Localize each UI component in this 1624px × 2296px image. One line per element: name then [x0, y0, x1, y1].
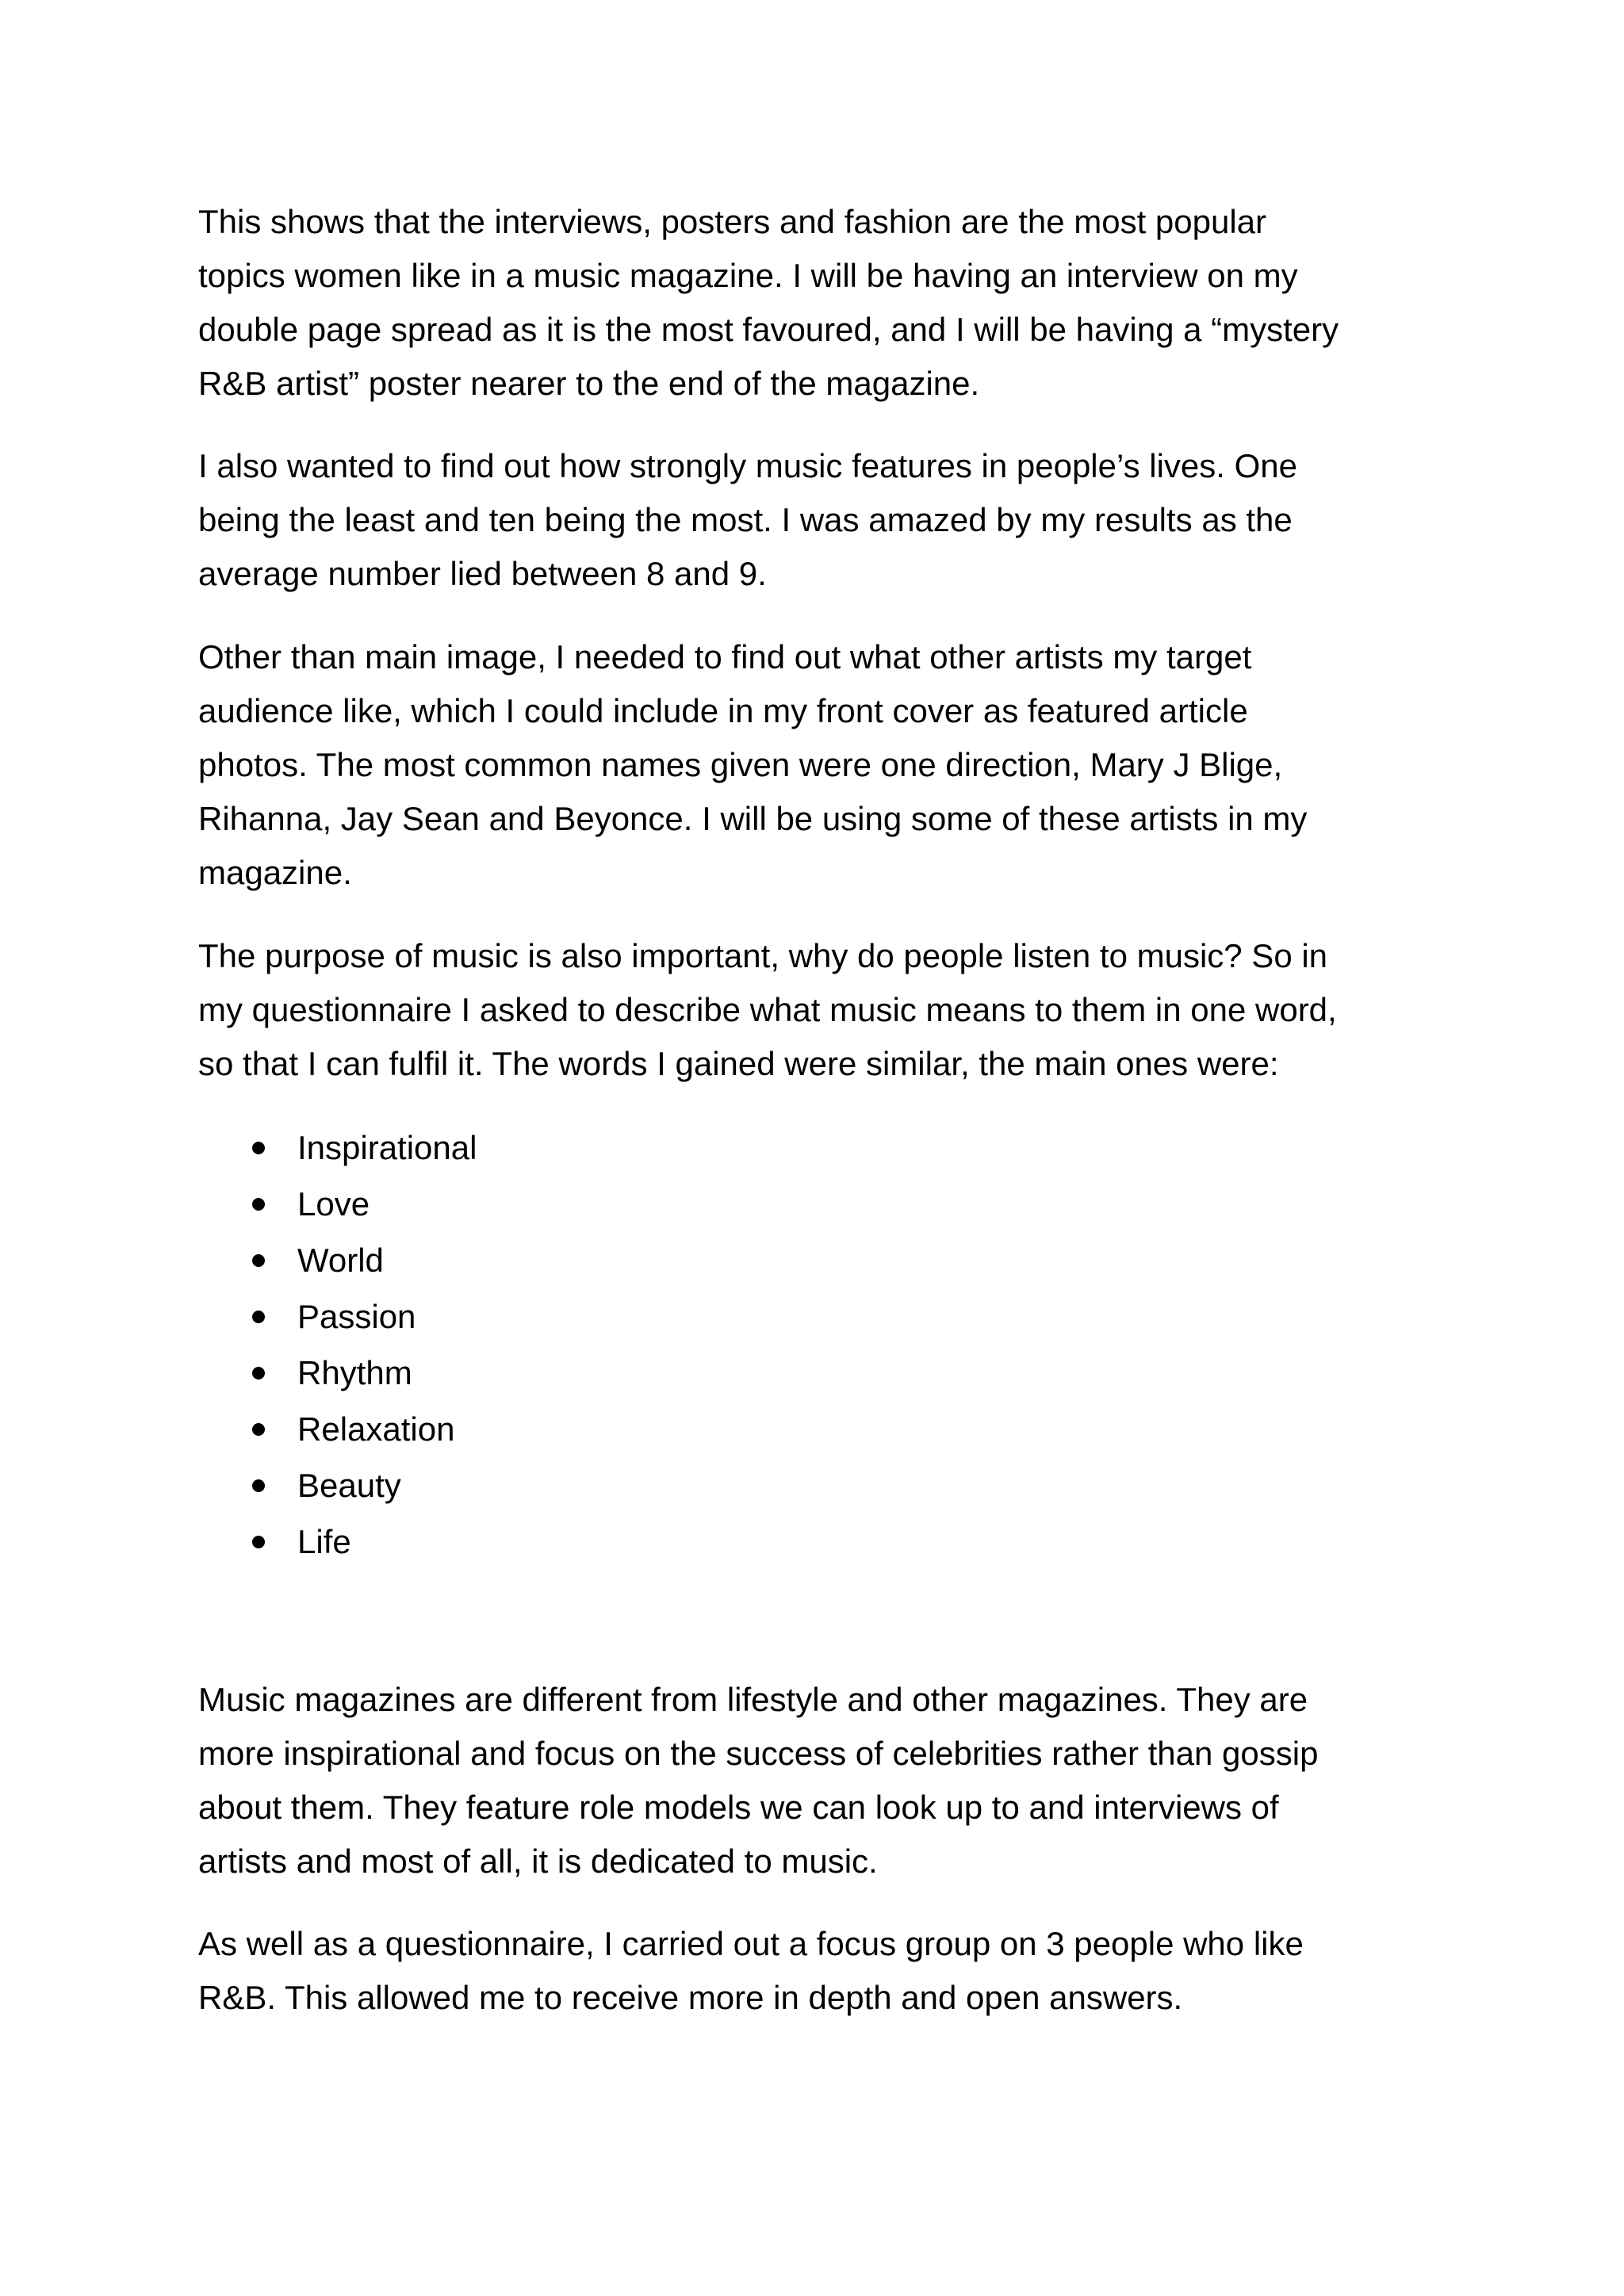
paragraph-music-magazines [198, 1673, 1435, 1888]
list-item [238, 1457, 477, 1513]
list-item-label: Love [297, 1185, 370, 1223]
text-line: being the least and ten being the most. I was amazed by my results as the [198, 501, 1293, 538]
text-line: R&B. This allowed me to receive more in depth and open answers. [198, 1979, 1183, 2016]
bullet-icon [252, 1254, 265, 1267]
text-line: R&B artist” poster nearer to the end of the magazine. [198, 365, 980, 402]
list-item [238, 1176, 477, 1232]
bullet-icon [252, 1198, 265, 1211]
text-line: Music magazines are different from lifestyle and other magazines. They are [198, 1681, 1308, 1718]
text-line: artists and most of all, it is dedicated to music. [198, 1843, 878, 1880]
text-line: double page spread as it is the most favoured, and I will be having a “mystery [198, 311, 1339, 348]
text-line: photos. The most common names given were one direction, Mary J Blige, [198, 746, 1283, 783]
list-item-label: World [297, 1242, 384, 1279]
text-line: average number lied between 8 and 9. [198, 555, 767, 592]
list-item-label: Rhythm [297, 1354, 412, 1391]
text-line: more inspirational and focus on the success of celebrities rather than gossip [198, 1735, 1319, 1772]
text-line: topics women like in a music magazine. I will be having an interview on my [198, 257, 1298, 294]
list-item [238, 1119, 477, 1176]
list-item-label: Relaxation [297, 1410, 455, 1448]
text-line: As well as a questionnaire, I carried out a focus group on 3 people who like [198, 1925, 1304, 1962]
text-line: about them. They feature role models we can look up to and interviews of [198, 1789, 1279, 1826]
list-item-label: Beauty [297, 1467, 401, 1504]
bullet-icon [252, 1142, 265, 1154]
text-line: Rihanna, Jay Sean and Beyonce. I will be using some of these artists in my [198, 800, 1308, 837]
text-line: This shows that the interviews, posters and fashion are the most popular [198, 203, 1267, 240]
text-line: magazine. [198, 854, 352, 891]
list-item-label: Inspirational [297, 1129, 477, 1166]
list-item [238, 1513, 477, 1570]
bullet-icon [252, 1311, 265, 1323]
list-item-label: Passion [297, 1298, 416, 1335]
bullet-icon [252, 1367, 265, 1380]
bullet-icon [252, 1423, 265, 1436]
paragraph-featured-artists [198, 630, 1435, 900]
list-item [238, 1232, 477, 1288]
list-item [238, 1288, 477, 1345]
text-line: so that I can fulfil it. The words I gained were similar, the main ones were: [198, 1045, 1279, 1082]
paragraph-music-importance [198, 439, 1435, 601]
text-line: my questionnaire I asked to describe what music means to them in one word, [198, 991, 1337, 1028]
bullet-icon [252, 1536, 265, 1548]
text-line: Other than main image, I needed to find out what other artists my target [198, 638, 1252, 675]
list-item [238, 1345, 477, 1401]
one-word-answers-list [238, 1119, 477, 1570]
bullet-icon [252, 1479, 265, 1492]
text-line: audience like, which I could include in my front cover as featured article [198, 692, 1248, 729]
list-item-label: Life [297, 1523, 351, 1560]
paragraph-focus-group [198, 1917, 1435, 2025]
text-line: I also wanted to find out how strongly music features in people’s lives. One [198, 447, 1297, 484]
list-item [238, 1401, 477, 1457]
paragraph-interview-topics [198, 195, 1435, 411]
paragraph-purpose-of-music [198, 929, 1435, 1091]
text-line: The purpose of music is also important, why do people listen to music? So in [198, 937, 1328, 974]
